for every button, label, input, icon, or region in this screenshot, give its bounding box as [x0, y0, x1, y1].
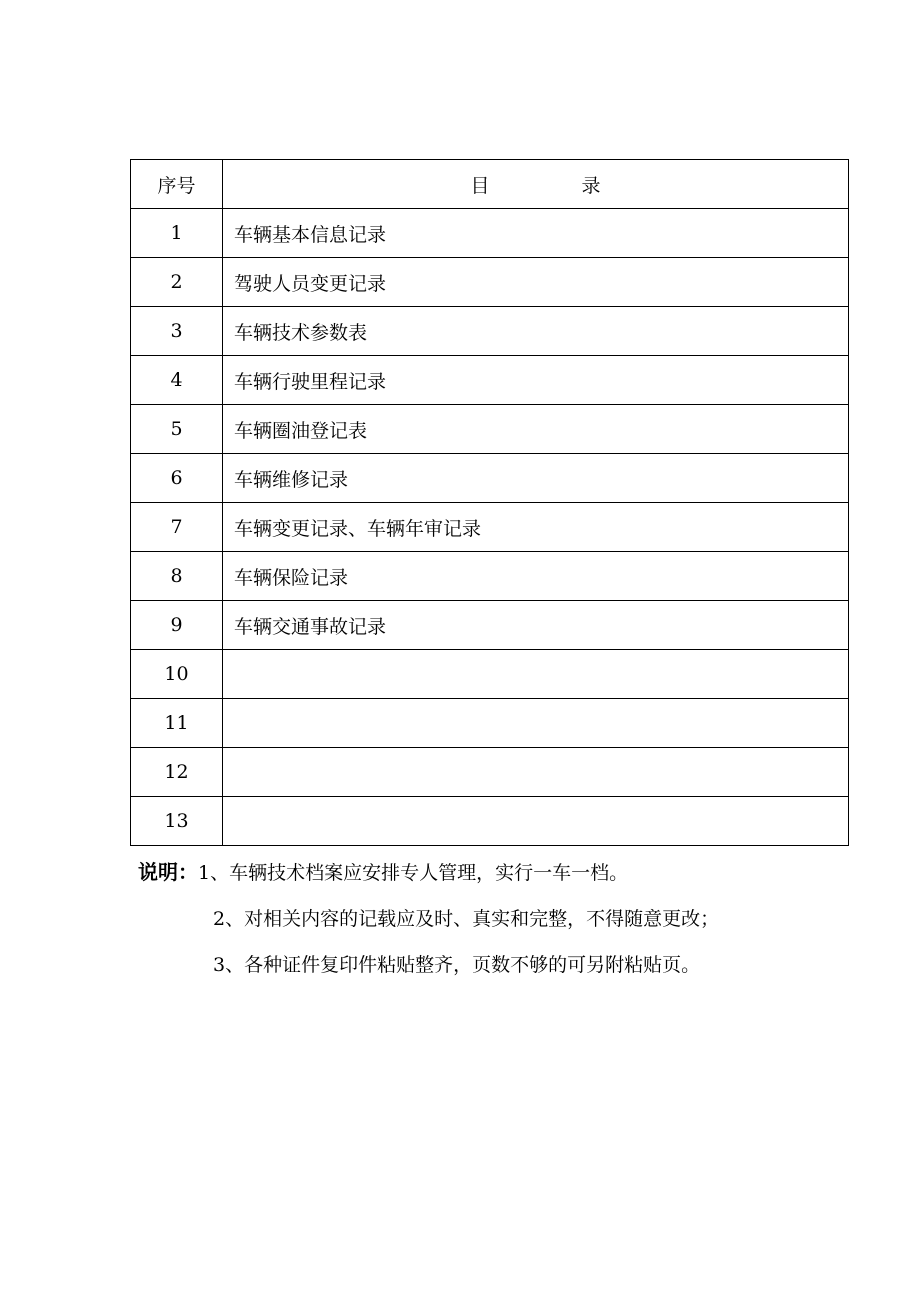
- row-number: 1: [131, 209, 223, 258]
- row-number: 11: [131, 699, 223, 748]
- row-title: [223, 650, 849, 699]
- row-title: 车辆维修记录: [223, 454, 849, 503]
- notes-section: [138, 856, 838, 982]
- table-row: [131, 552, 849, 601]
- table-row: [131, 748, 849, 797]
- row-number: 8: [131, 552, 223, 601]
- row-number: 6: [131, 454, 223, 503]
- note-item: 2、对相关内容的记载应及时、真实和完整，不得随意更改；: [213, 908, 720, 930]
- table-row: [131, 797, 849, 846]
- table-row: [131, 258, 849, 307]
- title-column-header: [223, 160, 849, 209]
- row-number: 2: [131, 258, 223, 307]
- row-number: 12: [131, 748, 223, 797]
- row-number: 10: [131, 650, 223, 699]
- table-row: [131, 503, 849, 552]
- table-row: [131, 699, 849, 748]
- header-title-part1: 目: [470, 174, 490, 197]
- row-title: 车辆交通事故记录: [223, 601, 849, 650]
- table-row: [131, 405, 849, 454]
- row-title: 车辆圈油登记表: [223, 405, 849, 454]
- table-row: [131, 356, 849, 405]
- table-row: [131, 209, 849, 258]
- header-title-part2: 录: [581, 174, 601, 197]
- note-item: 1、车辆技术档案应安排专人管理，实行一车一档。: [198, 862, 629, 884]
- row-title: [223, 797, 849, 846]
- catalog-table: [130, 159, 849, 846]
- note-line-1: [138, 856, 838, 890]
- row-number: 3: [131, 307, 223, 356]
- row-number: 9: [131, 601, 223, 650]
- table-row: [131, 307, 849, 356]
- row-number: 7: [131, 503, 223, 552]
- table-row: [131, 454, 849, 503]
- row-title: [223, 748, 849, 797]
- note-line-2: [138, 903, 838, 936]
- table-row: [131, 601, 849, 650]
- note-line-3: [138, 949, 838, 982]
- number-column-header: 序号: [131, 160, 223, 209]
- table-row: [131, 650, 849, 699]
- row-title: 车辆基本信息记录: [223, 209, 849, 258]
- row-title: [223, 699, 849, 748]
- row-number: 13: [131, 797, 223, 846]
- row-number: 4: [131, 356, 223, 405]
- row-number: 5: [131, 405, 223, 454]
- row-title: 车辆保险记录: [223, 552, 849, 601]
- row-title: 车辆变更记录、车辆年审记录: [223, 503, 849, 552]
- notes-label: 说明：: [138, 860, 198, 884]
- row-title: 驾驶人员变更记录: [223, 258, 849, 307]
- row-title: 车辆技术参数表: [223, 307, 849, 356]
- note-item: 3、各种证件复印件粘贴整齐，页数不够的可另附粘贴页。: [213, 954, 701, 976]
- row-title: 车辆行驶里程记录: [223, 356, 849, 405]
- table-header-row: [131, 160, 849, 209]
